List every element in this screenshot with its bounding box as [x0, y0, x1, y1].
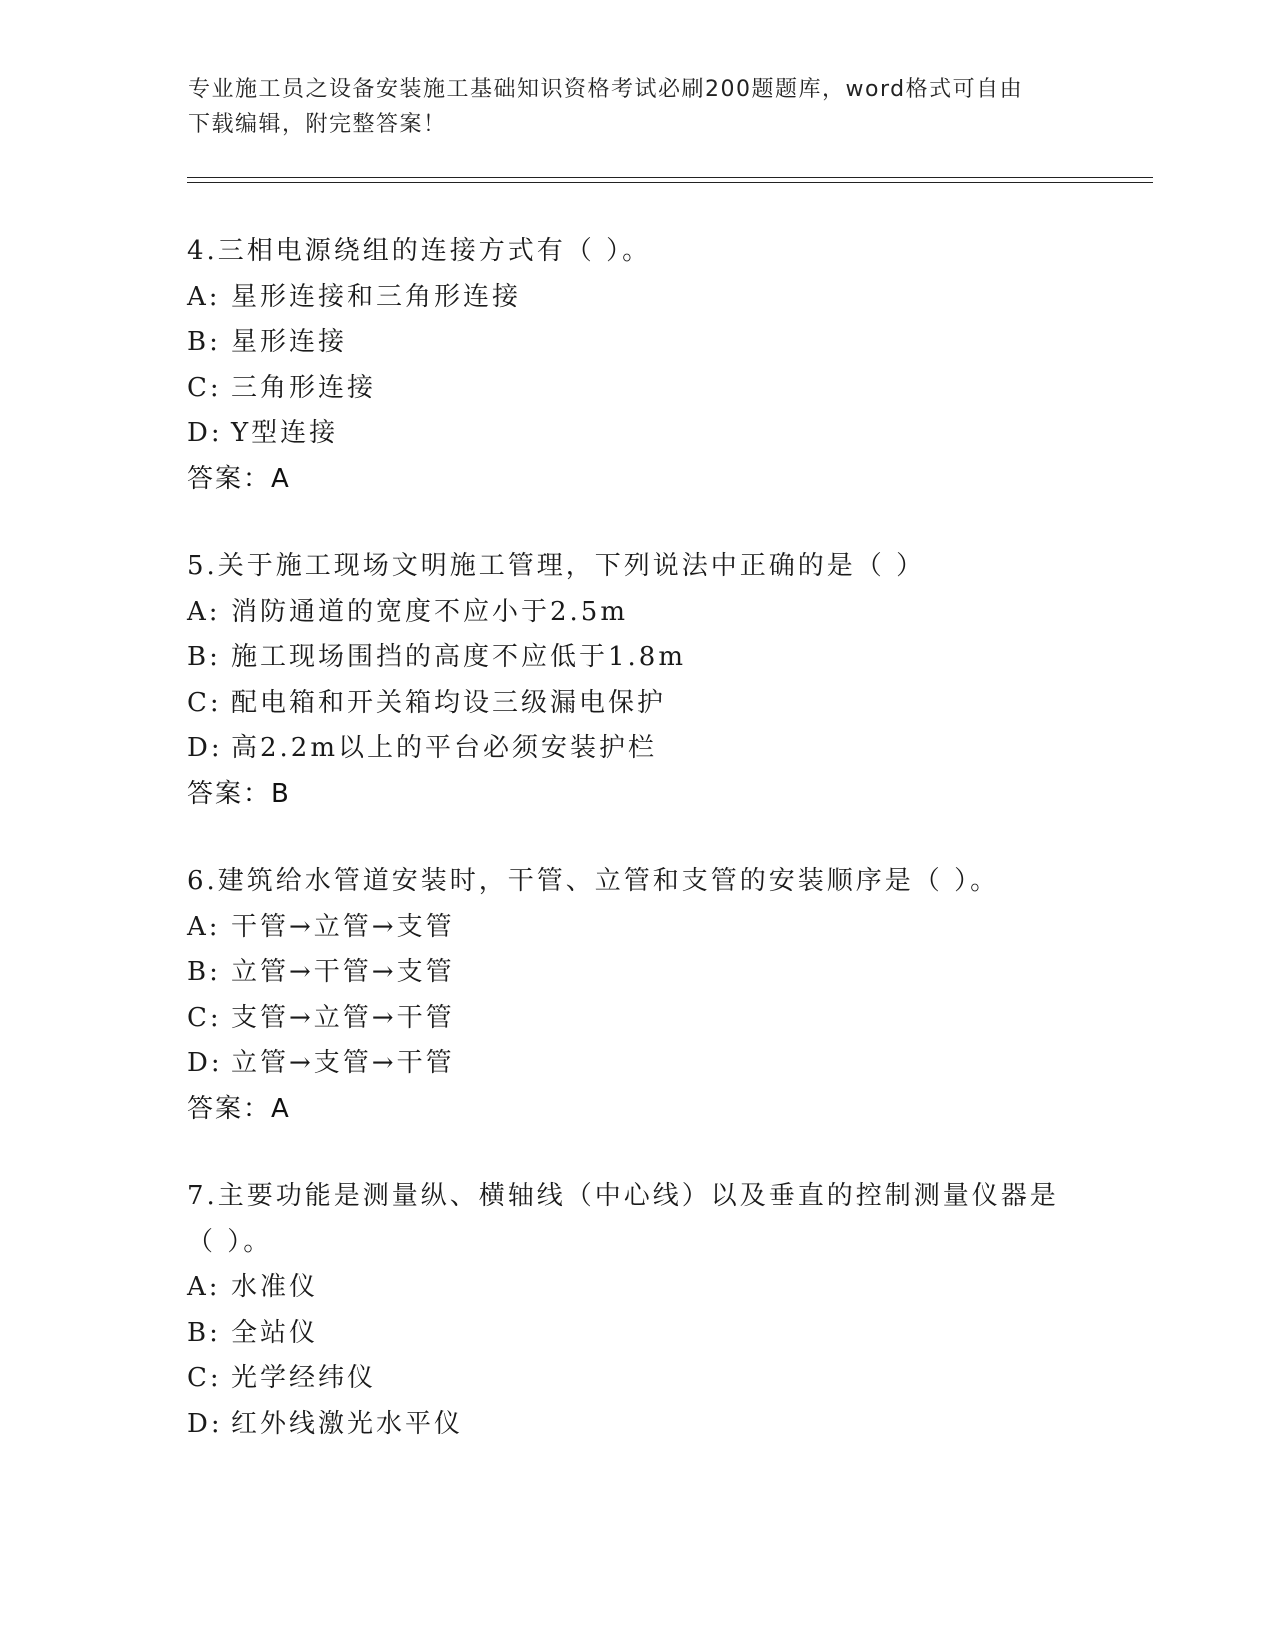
- option-text: 立管→支管→干管: [231, 1048, 455, 1078]
- option-a: [187, 905, 1147, 951]
- option-label: A:: [187, 1272, 221, 1302]
- header-line-1: 专业施工员之设备安装施工基础知识资格考试必刷200题题库，word格式可自由: [188, 77, 1024, 102]
- option-text: 全站仪: [231, 1317, 319, 1348]
- option-label: B:: [187, 642, 221, 672]
- option-text: 消防通道的宽度不应小于2.5m: [231, 596, 629, 627]
- option-b: [187, 1311, 1147, 1357]
- option-label: D:: [187, 733, 223, 763]
- option-text: 红外线激光水平仪: [231, 1408, 464, 1439]
- option-text: 支管→立管→干管: [231, 1002, 455, 1033]
- option-text: 配电箱和开关箱均设三级漏电保护: [231, 687, 667, 718]
- answer-line: 答案：A: [187, 463, 291, 494]
- option-d: [187, 1402, 1147, 1448]
- option-label: C:: [187, 687, 222, 718]
- header-line-2: 下载编辑，附完整答案！: [188, 112, 447, 137]
- option-text: 立管→干管→支管: [231, 957, 455, 987]
- option-a: [187, 590, 1147, 636]
- option-d: [187, 1041, 1147, 1087]
- question-5: [187, 544, 1147, 817]
- question-stem-continued: （ ）。: [187, 1226, 273, 1257]
- option-label: A:: [187, 911, 221, 942]
- question-stem: 6.建筑给水管道安装时，干管、立管和支管的安装顺序是（ ）。: [187, 866, 1000, 896]
- option-label: B:: [187, 957, 221, 987]
- option-text: 施工现场围挡的高度不应低于1.8m: [231, 642, 687, 672]
- option-label: C:: [187, 1363, 222, 1393]
- option-text: 干管→立管→支管: [231, 911, 455, 942]
- option-c: [187, 681, 1147, 727]
- header-divider-top: [187, 177, 1153, 178]
- answer-line: 答案：B: [187, 778, 291, 809]
- option-label: C:: [187, 1002, 222, 1033]
- header-divider-bottom: [187, 182, 1153, 183]
- option-label: C:: [187, 372, 222, 403]
- option-label: A:: [187, 596, 221, 627]
- option-label: B:: [187, 1317, 221, 1348]
- option-d: [187, 726, 1147, 772]
- option-text: 三角形连接: [231, 372, 377, 403]
- option-c: [187, 366, 1147, 412]
- question-4: [187, 229, 1147, 502]
- option-d: [187, 411, 1147, 457]
- option-c: [187, 1356, 1147, 1402]
- option-a: [187, 1265, 1147, 1311]
- option-text: 高2.2m以上的平台必须安装护栏: [231, 733, 658, 763]
- answer-line: 答案：A: [187, 1093, 291, 1124]
- document-header: [188, 72, 1088, 142]
- option-b: [187, 950, 1147, 996]
- question-stem: 7.主要功能是测量纵、横轴线（中心线）以及垂直的控制测量仪器是: [187, 1181, 1059, 1211]
- question-stem: 5.关于施工现场文明施工管理，下列说法中正确的是（ ）: [187, 551, 926, 581]
- question-6: [187, 859, 1147, 1132]
- option-label: B:: [187, 327, 221, 357]
- option-label: D:: [187, 1048, 223, 1078]
- option-label: D:: [187, 1408, 223, 1439]
- option-b: [187, 635, 1147, 681]
- option-label: A:: [187, 281, 221, 312]
- question-7: [187, 1174, 1147, 1447]
- option-c: [187, 996, 1147, 1042]
- option-text: 星形连接和三角形连接: [231, 281, 522, 312]
- option-text: 光学经纬仪: [231, 1363, 377, 1393]
- option-text: 星形连接: [231, 327, 348, 357]
- option-a: [187, 275, 1147, 321]
- option-label: D:: [187, 418, 223, 448]
- question-stem: 4.三相电源绕组的连接方式有（ ）。: [187, 236, 652, 266]
- option-text: Y型连接: [231, 418, 339, 448]
- option-b: [187, 320, 1147, 366]
- option-text: 水准仪: [231, 1272, 319, 1302]
